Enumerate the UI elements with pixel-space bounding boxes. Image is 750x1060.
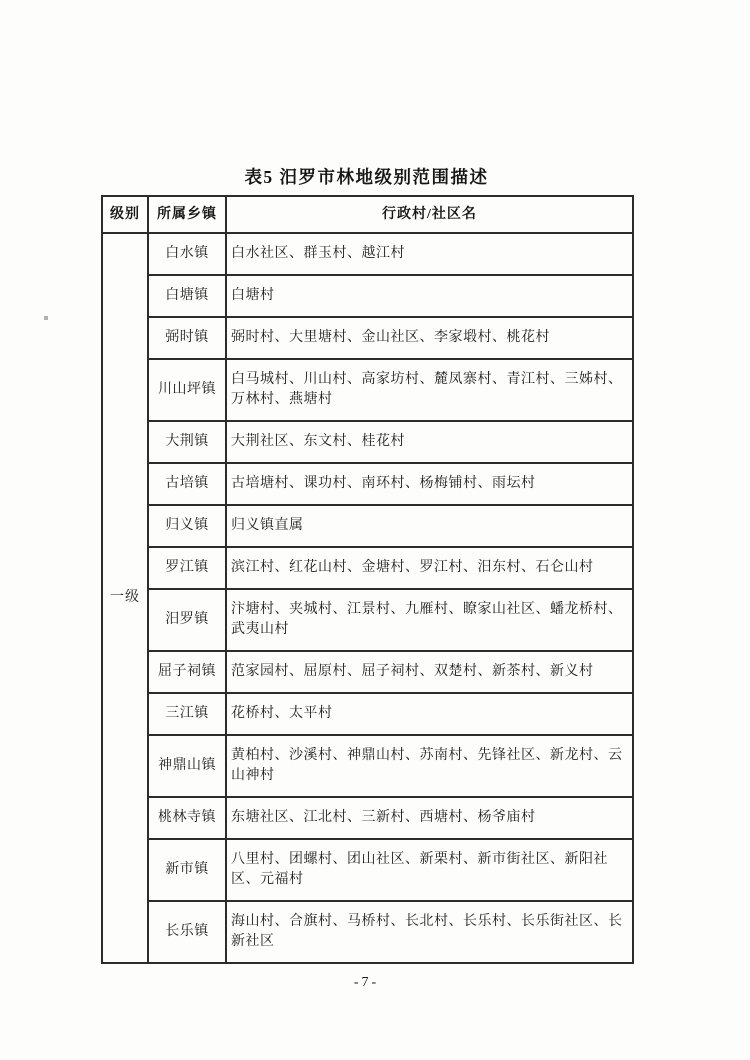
villages-cell: 滨江村、红花山村、金塘村、罗江村、汨东村、石仑山村: [226, 547, 633, 589]
villages-cell: 古培塘村、课功村、南环村、杨梅铺村、雨坛村: [226, 463, 633, 505]
table-row: [102, 901, 633, 963]
villages-cell: 八里村、团螺村、团山社区、新栗村、新市街社区、新阳社区、元福村: [226, 839, 633, 901]
township-cell: 罗江镇: [148, 547, 226, 589]
forest-level-table-container: [101, 195, 632, 964]
header-level: 级别: [102, 196, 148, 233]
villages-cell: 大荆社区、东文村、桂花村: [226, 421, 633, 463]
villages-cell: 白水社区、群玉村、越江村: [226, 233, 633, 275]
villages-cell: 汴塘村、夹城村、江景村、九雁村、瞭家山社区、蟠龙桥村、武夷山村: [226, 589, 633, 651]
township-cell: 古培镇: [148, 463, 226, 505]
villages-cell: 海山村、合旗村、马桥村、长北村、长乐村、长乐街社区、长新社区: [226, 901, 633, 963]
township-cell: 川山坪镇: [148, 359, 226, 421]
table-row: [102, 797, 633, 839]
header-township: 所属乡镇: [148, 196, 226, 233]
township-cell: 长乐镇: [148, 901, 226, 963]
villages-cell: 弼时村、大里塘村、金山社区、李家塅村、桃花村: [226, 317, 633, 359]
villages-cell: 白马城村、川山村、高家坊村、麓凤寨村、青江村、三姊村、万林村、燕塘村: [226, 359, 633, 421]
township-cell: 白塘镇: [148, 275, 226, 317]
villages-cell: 白塘村: [226, 275, 633, 317]
table-row: [102, 421, 633, 463]
table-row: [102, 233, 633, 275]
township-cell: 桃林寺镇: [148, 797, 226, 839]
table-row: [102, 589, 633, 651]
page-number: -7-: [353, 975, 380, 990]
scan-speck: [44, 316, 48, 320]
villages-cell: 范家园村、屈原村、屈子祠村、双楚村、新茶村、新义村: [226, 651, 633, 693]
table-row: [102, 505, 633, 547]
table-row: [102, 735, 633, 797]
level-cell: 一级: [102, 233, 148, 963]
table-row: [102, 275, 633, 317]
township-cell: 大荆镇: [148, 421, 226, 463]
villages-cell: 黄柏村、沙溪村、神鼎山村、苏南村、先锋社区、新龙村、云山神村: [226, 735, 633, 797]
villages-cell: 花桥村、太平村: [226, 693, 633, 735]
table-header-row: [102, 196, 633, 233]
table-row: [102, 839, 633, 901]
page-title: 表5 汨罗市林地级别范围描述: [244, 167, 489, 187]
township-cell: 白水镇: [148, 233, 226, 275]
table-row: [102, 547, 633, 589]
township-cell: 汨罗镇: [148, 589, 226, 651]
table-row: [102, 651, 633, 693]
township-cell: 新市镇: [148, 839, 226, 901]
township-cell: 三江镇: [148, 693, 226, 735]
villages-cell: 归义镇直属: [226, 505, 633, 547]
villages-cell: 东塘社区、江北村、三新村、西塘村、杨爷庙村: [226, 797, 633, 839]
township-cell: 弼时镇: [148, 317, 226, 359]
table-row: [102, 463, 633, 505]
township-cell: 神鼎山镇: [148, 735, 226, 797]
township-cell: 屈子祠镇: [148, 651, 226, 693]
header-villages: 行政村/社区名: [226, 196, 633, 233]
table-row: [102, 693, 633, 735]
forest-level-table: [101, 195, 634, 964]
township-cell: 归义镇: [148, 505, 226, 547]
table-row: [102, 317, 633, 359]
table-row: [102, 359, 633, 421]
